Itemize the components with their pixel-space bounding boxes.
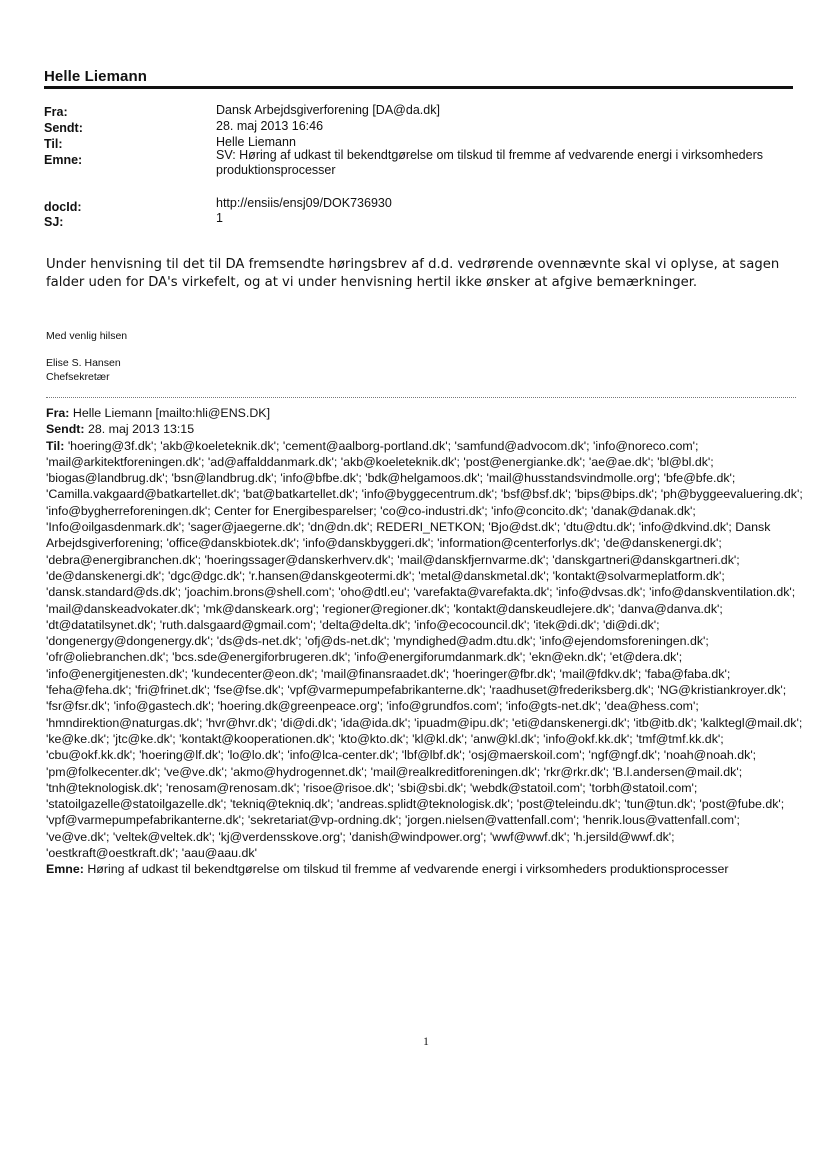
signature-title: Chefsekretær	[46, 371, 110, 383]
forwarded-subject-value: Høring af udkast til bekendtgørelse om tilskud til fremme af vedvarende energi i virksomheders produktionsprocesser	[87, 862, 729, 877]
forwarded-from-label: Fra:	[46, 406, 70, 420]
subject-label: Emne:	[44, 153, 83, 167]
forwarded-recipient-list: 'hoering@3f.dk'; 'akb@koeleteknik.dk'; 'cement@aalborg-portland.dk'; 'samfund@advocom.dk'; 'info@noreco.com'; 'mail@arkitektforeningen.dk'; 'ad@affalddanmark.dk'; 'akb@koeleteknik.dk'; 'post@energianke.dk'; 'ae@ae.dk'; 'bl@bl.dk'; 'biogas@landbrug.dk'; 'bsn@landbrug.dk'; 'info@bfbe.dk'; 'bdk@helgamoos.dk'; 'mail@husstandsvindmolle.org'; 'bfe@bfe.dk'; 'Camilla.vakgaard@batkartellet.dk'; 'bat@batkartellet.dk'; 'info@byggecentrum.dk'; 'bsf@bsf.dk'; 'bips@bips.dk'; 'ph@byggeevaluering.dk'; 'info@bygherreforeningen.dk'; Center for Energibesparelser; 'co@co-industri.dk'; 'info@concito.dk'; 'danak@danak.dk'; 'Info@oilgasdenmark.dk'; 'sager@jaegerne.dk'; 'dn@dn.dk'; REDERI_NETKON; 'Bjo@dst.dk'; 'dtu@dtu.dk'; 'info@dkvind.dk'; Dansk Arbejdsgiverforening; 'office@danskbiotek.dk'; 'info@danskbyggeri.dk'; 'information@centerforlys.dk'; 'de@danskenergi.dk'; 'debra@energibranchen.dk'; 'hoeringssager@danskerhverv.dk'; 'mail@danskfjernvarme.dk'; 'danskgartneri@danskgartneri.dk'; 'de@danskenergi.dk'; 'dgc@dgc.dk'; 'r.hansen@danskgeotermi.dk'; 'metal@danskmetal.dk'; 'kontakt@solvarmeplatform.dk'; 'dansk.standard@ds.dk'; 'joachim.brons@shell.com'; 'oho@dtl.eu'; 'varefakta@varefakta.dk'; 'info@dvsas.dk'; 'info@danskventilation.dk'; 'mail@danskeadvokater.dk'; 'mk@danskeark.org'; 'regioner@regioner.dk'; 'kontakt@danskeudlejere.dk'; 'danva@danva.dk'; 'dt@datatilsynet.dk'; 'ruth.dalsgaard@gmail.com'; 'delta@delta.dk'; 'info@ecocouncil.dk'; 'itek@di.dk'; 'di@di.dk'; 'dongenergy@dongenergy.dk'; 'ds@ds-net.dk'; 'ofj@ds-net.dk'; 'myndighed@adm.dtu.dk'; 'info@ejendomsforeningen.dk'; 'ofr@oliebranchen.dk'; 'bcs.sde@energiforbrugeren.dk'; 'info@energiforumdanmark.dk'; 'ekn@ekn.dk'; 'et@dera.dk'; 'info@energitjenesten.dk'; 'kundecenter@eon.dk'; 'mail@finansraadet.dk'; 'hoeringer@fbr.dk'; 'mail@fdkv.dk'; 'faba@faba.dk'; 'feha@feha.dk'; 'fri@frinet.dk'; 'fse@fse.dk'; 'vpf@varmepumpefabrikanterne.dk'; 'raadhuset@frederiksberg.dk'; 'NG@kristiankroyer.dk'; 'fsr@fsr.dk'; 'info@gastech.dk'; 'hoering.dk@greenpeace.org'; 'info@grundfos.com'; 'info@gts-net.dk'; 'dea@hess.com'; 'hmndirektion@naturgas.dk'; 'hvr@hvr.dk'; 'di@di.dk'; 'ida@ida.dk'; 'ipuadm@ipu.dk'; 'eti@danskenergi.dk'; 'itb@itb.dk'; 'kalktegl@mail.dk'; 'ke@ke.dk'; 'jtc@ke.dk'; 'kontakt@kooperationen.dk'; 'kto@kto.dk'; 'kl@kl.dk'; 'anw@kl.dk'; 'info@okf.kk.dk'; 'tmf@tmf.kk.dk'; 'cbu@okf.kk.dk'; 'hoering@lf.dk'; 'lo@lo.dk'; 'info@lca-center.dk'; 'lbf@lbf.dk'; 'osj@maerskoil.com'; 'ngf@ngf.dk'; 'noah@noah.dk'; 'pm@folkecenter.dk'; 've@ve.dk'; 'akmo@hydrogennet.dk'; 'mail@realkreditforeningen.dk'; 'rkr@rkr.dk'; 'B.l.andersen@mail.dk'; 'tnh@teknologisk.dk'; 'renosam@renosam.dk'; 'risoe@risoe.dk'; 'sbi@sbi.dk'; 'webdk@statoil.com'; 'torbh@statoil.com'; 'statoilgazelle@statoilgazelle.dk'; 'tekniq@tekniq.dk'; 'andreas.splidt@teknologisk.dk'; 'post@teleindu.dk'; 'tun@tun.dk'; 'post@fube.dk'; 'vpf@varmepumpefabrikanterne.dk'; 'sekretariat@vp-ordning.dk'; 'jorgen.nielsen@vattenfall.com'; 'henrik.lous@vattenfall.com'; 've@ve.dk'; 'veltek@veltek.dk'; 'kj@verdensskove.org'; 'danish@windpower.org'; 'wwf@wwf.dk'; 'h.jersild@wwf.dk'; 'oestkraft@oestkraft.dk'; 'aau@aau.dk'	[46, 438, 803, 861]
forwarded-from-line	[46, 405, 806, 421]
forwarded-sent-label: Sendt:	[46, 422, 85, 437]
docid-value: http://ensiis/ensj09/DOK736930	[216, 196, 392, 210]
forwarded-message	[46, 405, 806, 878]
forwarded-from-value: Helle Liemann [mailto:hli@ENS.DK]	[72, 406, 271, 420]
forwarded-subject-line	[46, 861, 806, 877]
sent-label: Sendt:	[44, 121, 83, 135]
sj-value: 1	[216, 211, 223, 225]
forwarded-sent-line	[46, 421, 806, 437]
forward-divider	[46, 397, 796, 399]
signature-greeting: Med venlig hilsen	[46, 330, 128, 342]
subject-value: SV: Høring af udkast til bekendtgørelse om tilskud til fremme af vedvarende energi i virksomheders produktionsprocesser	[216, 148, 763, 177]
forwarded-to-label: Til:	[46, 438, 65, 453]
sj-label: SJ:	[44, 215, 64, 229]
page-number: 1	[423, 1036, 429, 1048]
signature-name: Elise S. Hansen	[46, 357, 121, 369]
forwarded-to-line	[46, 438, 806, 862]
header-rule	[44, 86, 793, 89]
forwarded-subject-label: Emne:	[46, 862, 84, 877]
forwarded-sent-value: 28. maj 2013 13:15	[88, 422, 195, 437]
reply-body-text: Under henvisning til det til DA fremsendte høringsbrev af d.d. vedrørende ovennævnte skal vi oplyse, at sagen falder uden for DA's virkefelt, og at vi under henvisning hertil ikke ønsker at afgive bemærkninger.	[46, 257, 780, 290]
docid-label: docId:	[44, 200, 82, 214]
sent-value: 28. maj 2013 16:46	[216, 119, 324, 133]
document-owner-name: Helle Liemann	[44, 68, 147, 85]
from-value: Dansk Arbejdsgiverforening [DA@da.dk]	[216, 103, 440, 117]
to-value: Helle Liemann	[216, 135, 296, 149]
from-label: Fra:	[44, 105, 68, 119]
to-label: Til:	[44, 137, 63, 151]
